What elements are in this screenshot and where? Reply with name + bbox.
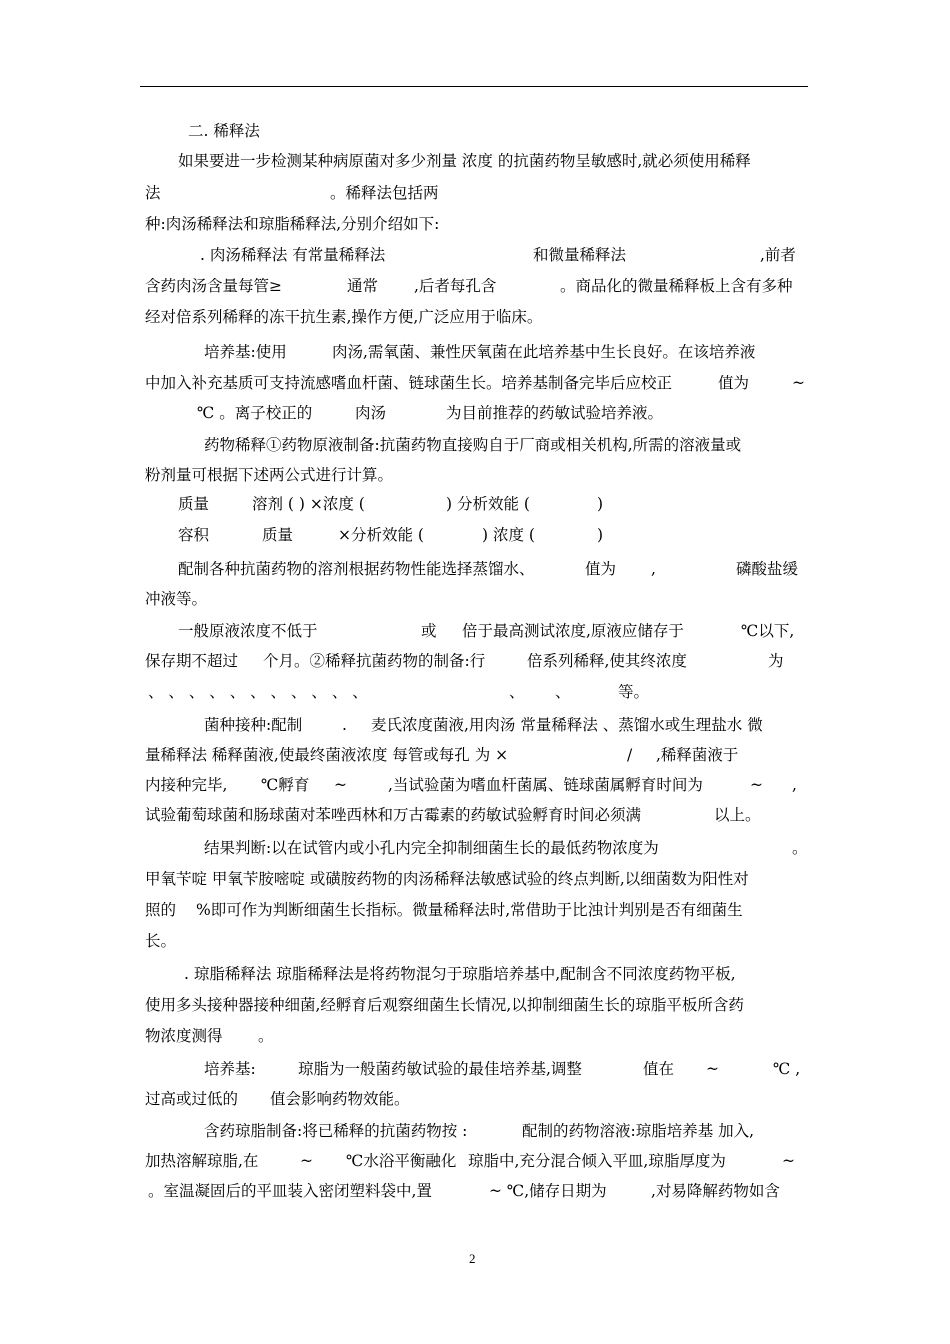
text-line: ~ [706,1060,719,1078]
text-line: 质量 [262,526,294,544]
text-line: ) 浓度 ( [482,526,535,544]
text-line: ,后者每孔含 [414,277,497,295]
text-line: 肉汤 [355,404,387,422]
text-line: ℃ 。离子校正的 [197,404,313,422]
text-line: ,前者 [760,246,796,264]
text-line: ~ [300,1152,313,1170]
text-line: ~ [792,374,805,392]
text-line: 长。 [145,932,177,950]
text-line: 通常 [347,277,379,295]
text-line: 倍于最高测试浓度,原液应储存于 [462,622,684,640]
text-line: 、 [509,683,525,701]
text-line: 试验葡萄球菌和肠球菌对苯唑西林和万古霉素的药敏试验孵育时间必须满 [145,806,642,824]
text-line: 含药肉汤含量每管≥ [145,277,282,295]
text-line: 一般原液浓度不低于 [178,622,318,640]
text-line: 倍系列稀释,使其终浓度 [527,652,687,670]
text-line: 麦氏浓度菌液,用肉汤 常量稀释法 、蒸馏水或生理盐水 微 [371,716,763,734]
text-line: , [792,776,797,794]
text-line: 。 [792,839,808,857]
text-line: 加热溶解琼脂,在 [145,1152,259,1170]
text-line: 冲液等。 [145,590,208,608]
text-line: ~ [750,776,763,794]
text-line: 值在 [643,1060,675,1078]
page-number: 2 [469,1251,476,1266]
text-line: 粉剂量可根据下述两公式进行计算。 [145,466,394,484]
text-line: 。稀释法包括两 [330,184,439,202]
text-line: ,当试验菌为嗜血杆菌属、链球菌属孵育时间为 [388,776,703,794]
text-line: 肉汤,需氧菌、兼性厌氧菌在此培养基中生长良好。在该培养液 [332,343,756,361]
text-line: 琼脂中,充分混合倾入平皿,琼脂厚度为 [468,1152,726,1170]
text-line: ~ [334,776,347,794]
text-line: 培养基: [204,1060,256,1078]
text-line: 以上。 [714,806,761,824]
text-line: . [342,716,347,734]
text-line: ~ [782,1152,795,1170]
text-line: ℃水浴平衡融化 [346,1152,457,1170]
text-line: 物浓度测得 [145,1027,223,1045]
text-line: 内接种完毕, [145,776,228,794]
text-line: . 肉汤稀释法 有常量稀释法 [200,246,386,264]
text-line: 。室温凝固后的平皿装入密闭塑料袋中,置 [148,1182,432,1200]
text-line: 等。 [618,683,650,701]
text-line: ~ ℃,储存日期为 [489,1182,607,1200]
text-line: 种:肉汤稀释法和琼脂稀释法,分别介绍如下: [145,215,440,233]
text-line: 配制各种抗菌药物的溶剂根据药物性能选择蒸馏水、 [178,560,535,578]
text-line: 药物稀释①药物原液制备:抗菌药物直接购自于厂商或相关机构,所需的溶液量或 [204,436,742,454]
text-line: ) [597,526,604,544]
text-line: 值为 [718,374,750,392]
text-line: 、 、 、 、 、 、 、 、 、 、 、 [148,683,368,701]
text-line: 经对倍系列稀释的冻干抗生素,操作方便,广泛应用于临床。 [145,308,543,326]
header-rule [140,86,808,87]
text-line: ) [597,495,604,513]
text-line: 或 [421,622,437,640]
text-line: , [651,560,656,578]
text-line: 为 [768,652,784,670]
text-line: 含药琼脂制备:将已稀释的抗菌药物按 : [204,1122,468,1140]
text-line: ℃ , [773,1060,801,1078]
text-line: 过高或过低的 [145,1090,239,1108]
text-line: 二. 稀释法 [188,122,260,140]
text-line: 如果要进一步检测某种病原菌对多少剂量 浓度 的抗菌药物呈敏感时,就必须使用稀释 [178,152,751,170]
text-line: ) 分析效能 ( [446,495,530,513]
text-line: 容积 [178,526,210,544]
text-line: 培养基:使用 [204,343,287,361]
text-line: ,对易降解药物如含 [651,1182,780,1200]
text-line: 照的 [145,901,177,919]
text-line: 溶剂 ( ) ×浓度 ( [252,495,365,513]
text-line: 保存期不超过 [145,652,239,670]
text-line: . 琼脂稀释法 琼脂稀释法是将药物混匀于琼脂培养基中,配制含不同浓度药物平板, [184,965,736,983]
text-line: 。 [258,1027,274,1045]
text-line: 琼脂为一般菌药敏试验的最佳培养基,调整 [298,1060,582,1078]
text-line: 菌种接种:配制 [204,716,303,734]
text-line: ℃孵育 [261,776,310,794]
text-line: / [627,746,633,764]
text-line: 个月。②稀释抗菌药物的制备:行 [263,652,486,670]
text-line: 量稀释法 稀释菌液,使最终菌液浓度 每管或每孔 为 × [145,746,509,764]
text-line: 中加入补充基质可支持流感嗜血杆菌、链球菌生长。培养基制备完毕后应校正 [145,374,673,392]
text-line: 法 [145,184,161,202]
text-line: 和微量稀释法 [533,246,627,264]
text-line: 使用多头接种器接种细菌,经孵育后观察细菌生长情况,以抑制细菌生长的琼脂平板所含药 [145,996,744,1014]
text-line: ×分析效能 ( [338,526,424,544]
text-line: ,稀释菌液于 [656,746,739,764]
text-line: 结果判断:以在试管内或小孔内完全抑制细菌生长的最低药物浓度为 [204,839,659,857]
text-line: 、 [555,683,571,701]
text-line: 磷酸盐缓 [736,560,799,578]
text-line: 。商品化的微量稀释板上含有多种 [560,277,793,295]
text-line: 质量 [178,495,210,513]
text-line: 甲氧苄啶 甲氧苄胺嘧啶 或磺胺药物的肉汤稀释法敏感试验的终点判断,以细菌数为阳性对 [145,870,749,888]
text-line: %即可作为判断细菌生长指标。微量稀释法时,常借助于比浊计判别是否有细菌生 [196,901,743,919]
text-line: 值会影响药物效能。 [270,1090,410,1108]
text-line: ℃以下, [741,622,795,640]
text-line: 为目前推荐的药敏试验培养液。 [446,404,664,422]
text-line: 值为 [585,560,617,578]
text-line: 配制的药物溶液:琼脂培养基 加入, [522,1122,755,1140]
